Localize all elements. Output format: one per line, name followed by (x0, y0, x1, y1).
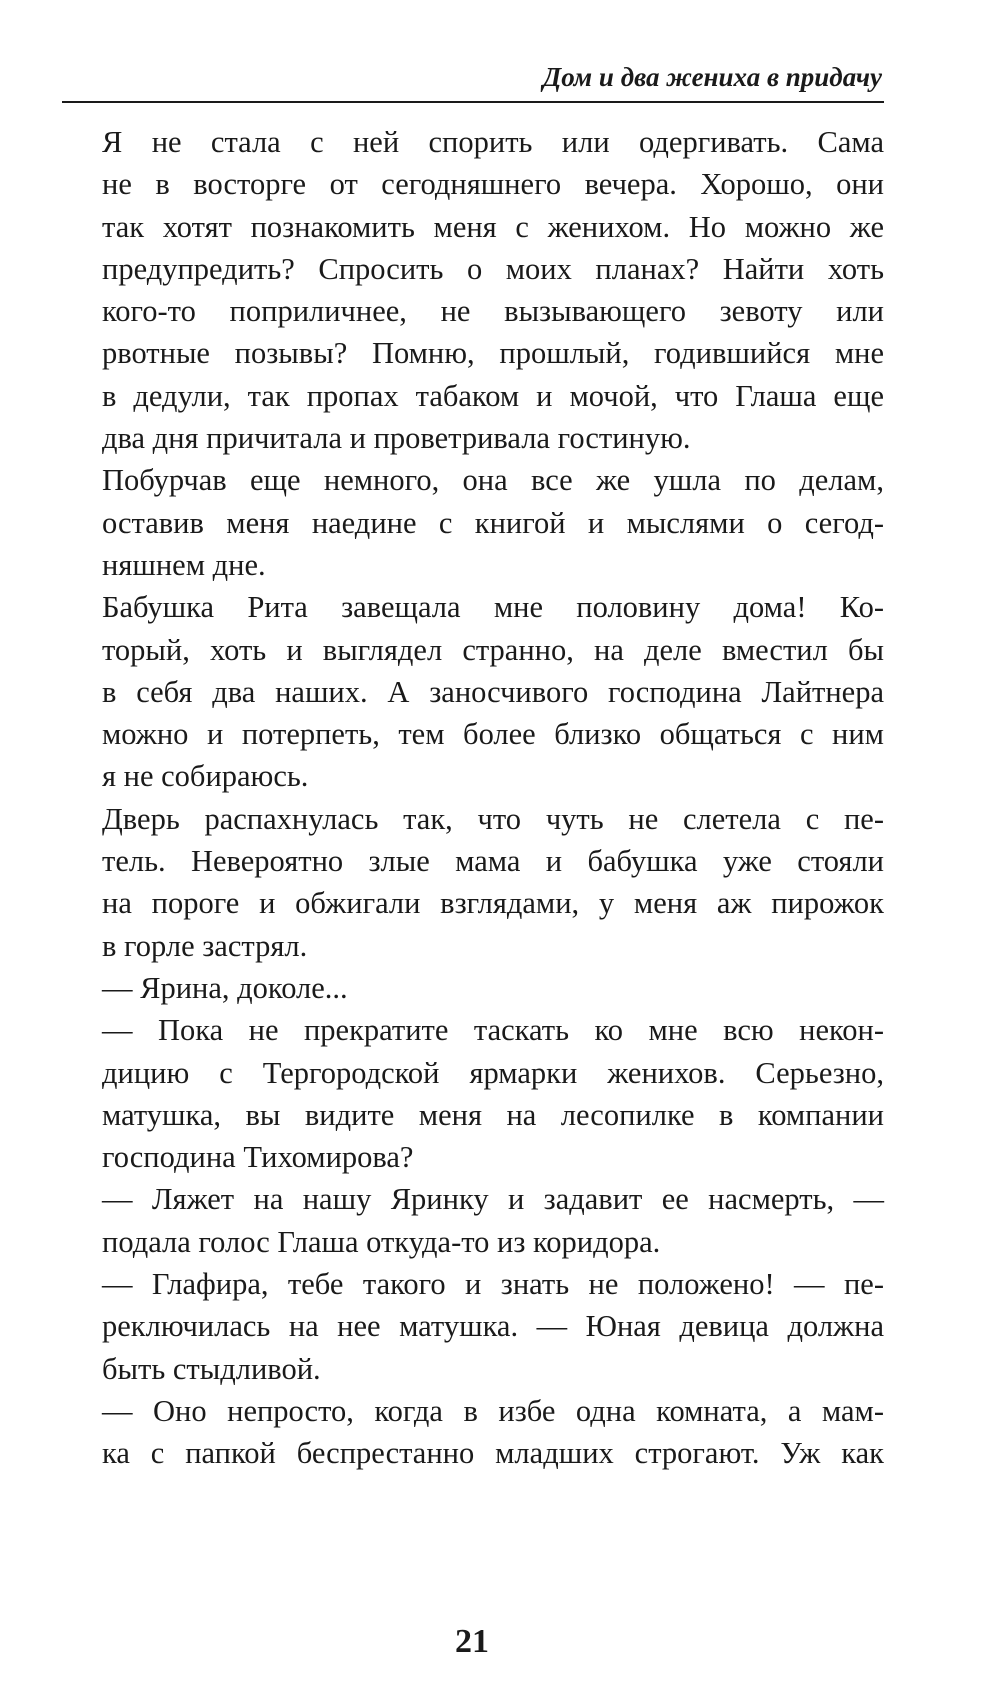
text-line: на пороге и обжигали взглядами, у меня аж пирожок (102, 886, 884, 921)
text-line: Побурчав еще немного, она все же ушла по делам, (102, 463, 884, 498)
text-line: — Пока не прекратите таскать ко мне всю некон- (102, 1013, 884, 1048)
text-line: — Оно непросто, когда в избе одна комната, а мам- (102, 1393, 884, 1428)
text-line: реключилась на нее матушка. — Юная девица должна (102, 1309, 884, 1344)
paragraph (62, 459, 884, 586)
text-line: кого-то поприличнее, не вызывающего зевоту или (102, 294, 884, 329)
text-line: быть стыдливой. (102, 1351, 321, 1386)
text-line: Дверь распахнулась так, что чуть не слетела с пе- (102, 801, 884, 836)
text-line: Я не стала с ней спорить или одергивать. Сама (102, 125, 884, 159)
paragraph (62, 967, 884, 1009)
paragraph (62, 1263, 884, 1390)
text-line: матушка, вы видите меня на лесопилке в компании (102, 1097, 884, 1132)
text-line: подала голос Глаша откуда-то из коридора. (102, 1224, 661, 1259)
paragraph (62, 1390, 884, 1475)
text-line: два дня причитала и проветривала гостиную. (102, 421, 691, 456)
text-line: — Ярина, доколе... (102, 970, 348, 1005)
text-line: тель. Невероятно злые мама и бабушка уже стояли (102, 844, 884, 879)
text-line: я не собираюсь. (102, 759, 309, 794)
text-line: так хотят познакомить меня с женихом. Но можно же (102, 209, 884, 244)
body-text (62, 121, 884, 1475)
paragraph (62, 798, 884, 967)
text-line: торый, хоть и выглядел странно, на деле вместил бы (102, 632, 884, 667)
text-line: няшнем дне. (102, 547, 266, 582)
text-line: — Глафира, тебе такого и знать не положено! — пе- (102, 1267, 884, 1302)
page-number: 21 (455, 1623, 489, 1660)
text-line: оставив меня наедине с книгой и мыслями о сегод- (102, 505, 884, 540)
text-line: в горле застрял. (102, 928, 308, 963)
paragraph (62, 1178, 884, 1263)
text-line: в себя два наших. А заносчивого господина Лайтнера (102, 674, 884, 709)
text-line: ка с папкой беспрестанно младших строгают. Уж как (102, 1436, 884, 1471)
text-line: дицию с Тергородской ярмарки женихов. Серьезно, (102, 1055, 884, 1090)
text-line: — Ляжет на нашу Яринку и задавит ее насмерть, — (102, 1182, 884, 1217)
text-line: можно и потерпеть, тем более близко общаться с ним (102, 717, 884, 752)
paragraph (62, 1009, 884, 1178)
text-line: Бабушка Рита завещала мне половину дома! Ко- (102, 590, 884, 625)
text-line: предупредить? Спросить о моих планах? Найти хоть (102, 251, 884, 286)
running-header: Дом и два жениха в придачу (542, 62, 882, 92)
text-line: господина Тихомирова? (102, 1140, 414, 1175)
text-line: в дедули, так пропах табаком и мочой, что Глаша еще (102, 378, 884, 413)
paragraph (62, 121, 884, 459)
text-line: не в восторге от сегодняшнего вечера. Хорошо, они (102, 167, 884, 202)
header-rule (62, 101, 884, 103)
paragraph (62, 586, 884, 797)
text-line: рвотные позывы? Помню, прошлый, годившийся мне (102, 336, 884, 371)
